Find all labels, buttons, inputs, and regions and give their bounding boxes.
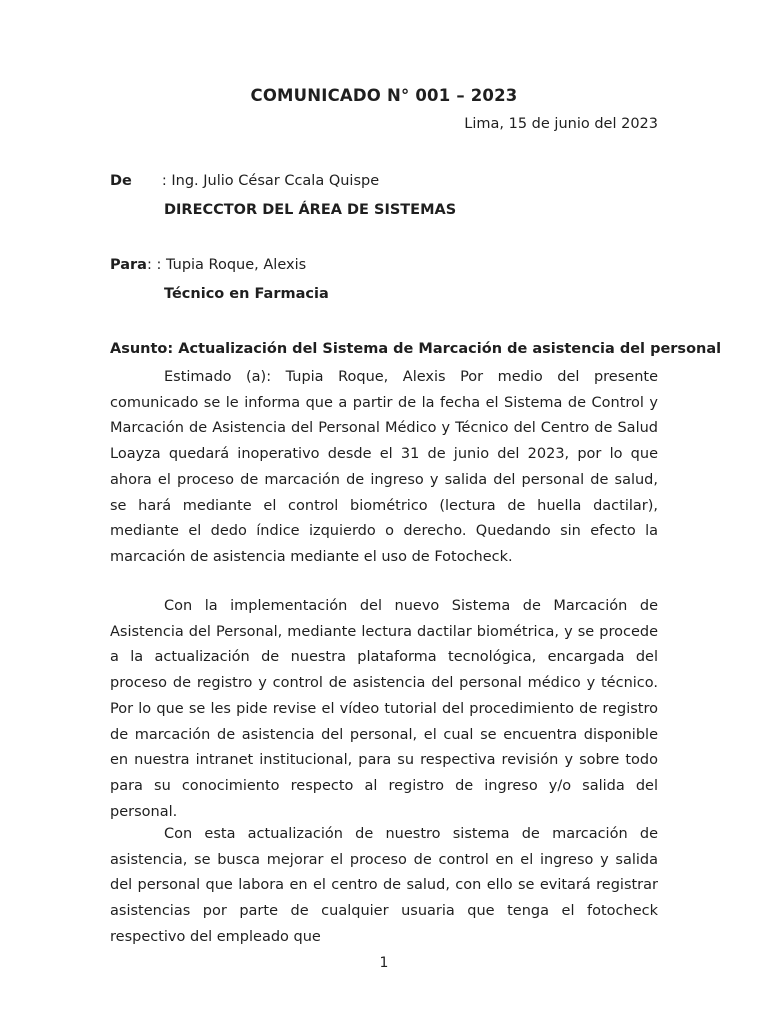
from-label: De [110, 173, 132, 189]
to-position: Técnico en Farmacia [164, 286, 329, 302]
page-number: 1 [379, 955, 389, 971]
from-position: DIRECCTOR DEL ÁREA DE SISTEMAS [164, 202, 457, 218]
from-row [110, 173, 379, 189]
subject-label: Asunto [110, 341, 168, 357]
document-date: Lima, 15 de junio del 2023 [464, 116, 658, 132]
body-paragraph-2: Con la implementación del nuevo Sistema de Marcación de Asistencia del Personal, mediante lectura dactilar biométrica, y se procede a la actualización de nuestra plataforma tecnológica, encargada del proceso de registro y control de asistencia del personal médico y técnico. Por lo que se les pide revise el vídeo tutorial del procedimiento de registro de marcación de asistencia del personal, el cual se encuentra disponible en nuestra intranet institucional, para su respectiva revisión y sobre todo para su conocimiento respecto al registro de ingreso y/o salida del personal. [110, 598, 658, 820]
to-separator: : : [146, 257, 166, 273]
from-name: Ing. Julio César Ccala Quispe [171, 173, 380, 189]
document-title: COMUNICADO N° 001 – 2023 [250, 86, 518, 105]
from-separator: : [161, 173, 172, 189]
to-row [110, 257, 306, 273]
to-name: Tupia Roque, Alexis [165, 257, 307, 273]
subject-separator: : [167, 341, 179, 357]
subject-text: Actualización del Sistema de Marcación de asistencia del personal [178, 341, 722, 357]
subject-row [110, 341, 721, 357]
body-paragraph-1: Estimado (a): Tupia Roque, Alexis Por medio del presente comunicado se le informa que a partir de la fecha el Sistema de Control y Marcación de Asistencia del Personal Médico y Técnico del Centro de Salud Loayza quedará inoperativo desde el 31 de junio del 2023, por lo que ahora el proceso de marcación de ingreso y salida del personal de salud, se hará mediante el control biométrico (lectura de huella dactilar), mediante el dedo índice izquierdo o derecho. Quedando sin efecto la marcación de asistencia mediante el uso de Fotocheck. [110, 369, 658, 565]
to-label: Para [110, 257, 147, 273]
body-paragraph-3: Con esta actualización de nuestro sistema de marcación de asistencia, se busca mejorar el proceso de control en el ingreso y salida del personal que labora en el centro de salud, con ello se evitará registrar asistencias por parte de cualquier usuaria que tenga el fotocheck respectivo del empleado que [110, 826, 658, 945]
